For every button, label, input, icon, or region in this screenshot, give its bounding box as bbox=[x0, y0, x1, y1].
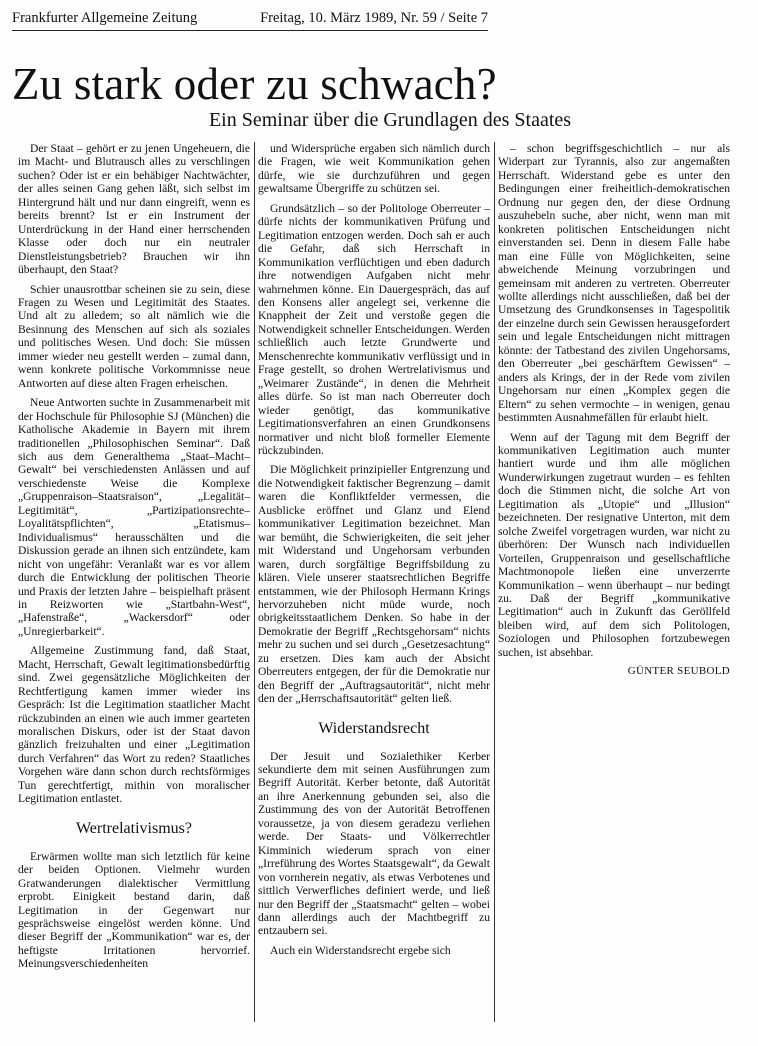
masthead bbox=[12, 8, 488, 31]
column-divider bbox=[494, 142, 495, 1022]
section-heading: Widerstandsrecht bbox=[318, 719, 430, 737]
paragraph: – schon begriffsgeschichtlich – nur als Widerpart zur Tyrannis, also zur angemaßten Herrschaft. Widerstand gebe es unter den Bedingungen einer freiheitlich-demokratischen Ordnung nur gegen den, der diese Ordnung auszuhebeln suche, aber nicht, wenn man mit konkreten politischen Entscheidungen nicht einverstanden sei. Denn in diesem Falle habe man eine Fülle von Möglichkeiten, seine abweichende Meinung vorzubringen und gemeinsam mit anderen zu vertreten. Oberreuter wollte allerdings nicht ausschließen, daß bei der Umsetzung des Grundkonsenses in Tagespolitik der einzelne durch sein Gewissen herausgefordert sein und legale Entscheidungen nicht mittragen könnte: der Tatbestand des zivilen Ungehorsams, den Oberreuter „bei geschärftem Gewissen“ – anders als Krings, der in der Rede vom zivilen Ungehorsam nur einen „Komplex gegen die Eltern“ zu sehen vermochte – in wenigen, genau bestimmten Ausnahmefällen für erlaubt hielt. bbox=[498, 142, 730, 425]
paragraph: Schier unausrottbar scheinen sie zu sein, diese Fragen zu Wesen und Legitimität des Staates. Und alt zu alledem; so alt nämlich wie die Besinnung des Menschen auf sich als soziales und politisches Wesen. Und doch: Sie müssen immer wieder neu gestellt werden – zumal dann, wenn konkrete politische Vorkommnisse neue Antworten auf diese alten Fragen erheischen. bbox=[18, 282, 250, 390]
paragraph: Neue Antworten suchte in Zusammenarbeit mit der Hochschule für Philosophie SJ (München) die Katholische Akademie in Bayern mit ihrem traditionellen „Philosophischen Seminar“. Daß sich aus dem Generalthema „Staat–Macht–Gewalt“ bei verschiedensten Anlässen und auf verschiedenste Weise die Komplexe „Gruppenraison–Staatsraison“, „Legalität–Legitimität“, „Partizipationsrechte–Loyalitätspflichten“, „Etatismus–Individualismus“ herausschälten und die Diskussion gerade an ihnen sich entzündete, kam nicht von ungefähr: Veranlaßt war es vor allem durch die Entwicklung der politischen Theorie und Praxis der letzten Jahre – beispielhaft präsent in Reizworten wie „Startbahn-West“, „Hafenstraße“, „Wackersdorf“ oder „Unregierbarkeit“. bbox=[18, 396, 250, 638]
paragraph: Die Möglichkeit prinzipieller Entgrenzung und die Notwendigkeit faktischer Begrenzung – damit waren die Konfliktfelder vermessen, die Ausblicke eröffnet und Glanz und Elend kommunikativer Legitimation bezeichnet. Man war bemüht, die Schwierigkeiten, die seit jeher mit Widerstand und Ungehorsam verbunden waren, durch sorgfältige Begriffsbildung zu klären. Viele unserer staatsrechtlichen Begriffe entstammen, wie der Philosoph Hermann Krings hervorzuheben nicht müde wurde, noch obrigkeitsstaatlichem Denken. So habe in der Demokratie der Begriff „Rechtsgehorsam“ nichts mehr zu suchen und sei durch „Gesetzesachtung“ zu ersetzen. Dies kam auch der Absicht Oberreuters entgegen, der für die Demokratie nur den Begriff der „Auftragsautorität“, nicht mehr den der „Herrschaftsautorität“ gelten ließ. bbox=[258, 463, 490, 706]
column-divider bbox=[254, 142, 255, 1022]
article-column-3 bbox=[498, 142, 730, 679]
subheadline: Ein Seminar über die Grundlagen des Staates bbox=[208, 109, 572, 131]
paragraph: und Widersprüche ergaben sich nämlich durch die Fragen, wie weit Kommunikation gehen dürfe, wie sie durchzuführen und gegen gewaltsame Übergriffe zu schützen sei. bbox=[258, 142, 490, 196]
paragraph: Auch ein Widerstandsrecht ergebe sich bbox=[270, 943, 451, 957]
paragraph: Allgemeine Zustimmung fand, daß Staat, Macht, Herrschaft, Gewalt legitimationsbedürftig sind. Zwei gegensätzliche Möglichkeiten der Rechtfertigung kamen immer wieder ins Gespräch: Ist die Legitimation staatlicher Macht rückzubinden an einen wie auch immer gearteten moralischen Diskurs, oder ist der Staat davon gänzlich freizuhalten und einer „Legitimation durch Verfahren“ das Wort zu reden? Staatliches Vorgehen wäre dann schon durch rechtsförmiges Tun gerechtfertigt, mithin von moralischer Legitimation entlastet. bbox=[18, 644, 250, 806]
article-column-2 bbox=[258, 142, 490, 963]
author-byline: GÜNTER SEUBOLD bbox=[627, 665, 730, 678]
dateline: Freitag, 10. März 1989, Nr. 59 / Seite 7 bbox=[260, 10, 488, 26]
paragraph: Der Jesuit und Sozialethiker Kerber sekundierte dem mit seinen Ausführungen zum Begriff Autorität. Kerber betonte, daß Autorität an ihre Anerkennung gebunden sei, also die Zustimmung des von der Autorität Betroffenen voraussetze, ja von diesem geradezu verliehen werde. Der Staats- und Völkerrechtler Kimminich wiederum sprach von einer „Irreführung des Wortes Staatsgewalt“, da Gewalt von vornherein negativ, als etwas Verbotenes und sittlich Verwerfliches definiert werde, und ließ nur den Begriff der „Staatsmacht“ gelten – wobei dann allerdings auch der Machtbegriff zu entzaubern sei. bbox=[258, 749, 490, 938]
paragraph: Grundsätzlich – so der Politologe Oberreuter – dürfe nichts der kommunikativen Prüfung und Legitimation entzogen werden. Doch sah er auch die Gefahr, daß sich Herrschaft in Kommunikation verflüchtigen und eben dadurch ihre notwendigen Aufgaben nicht mehr wahrnehmen könne. Ein Dauergespräch, das auf den Konsens aller angelegt sei, verkenne die Knappheit der Zeit und verstoße gegen die Notwendigkeit schneller Entscheidungen. Werden schließlich auch letzte Grundwerte und Menschenrechte kommunikativ verflüssigt und in Frage gestellt, so drohen Wertrelativismus und „Weimarer Zustände“, in denen die Mehrheit alles dürfe. So ist man nach Oberreuter doch wieder genötigt, das kommunikative Legitimationsverfahren an einen Grundkonsens normativer und nicht bloß formeller Elemente rückzubinden. bbox=[258, 201, 490, 457]
article-column-1 bbox=[18, 142, 250, 977]
headline: Zu stark oder zu schwach? bbox=[12, 59, 497, 109]
paragraph: Erwärmen wollte man sich letztlich für keine der beiden Optionen. Vielmehr wurden Gratwanderungen dialektischer Vermittlung erprobt. Einigkeit bestand darin, daß Legitimation in der Gegenwart nur gesprächsweise eingelöst werden könne. Und dieser Begriff der „Kommunikation“ war es, der heftigste Irritationen hervorrief. Meinungsverschiedenheiten bbox=[18, 849, 250, 971]
newspaper-name: Frankfurter Allgemeine Zeitung bbox=[12, 10, 198, 26]
paragraph: Der Staat – gehört er zu jenen Ungeheuern, die im Macht- und Blutrausch alles zu verschlingen suchen? Oder ist er ein behäbiger Nachtwächter, der alles seinen Gang gehen läßt, sich selbst im Hintergrund hält und nur dann eingreift, wenn es bereits brennt? Ist er ein Instrument der Unterdrückung in der Hand einer herrschenden Klasse oder doch nur ein neutraler Dienstleistungsbetrieb? Brauchen wir ihn überhaupt, den Staat? bbox=[18, 142, 250, 277]
section-heading: Wertrelativismus? bbox=[75, 819, 192, 837]
paragraph: Wenn auf der Tagung mit dem Begriff der kommunikativen Legitimation auch munter hantiert wurde und ihm alle möglichen Wunderwirkungen zugetraut wurden – es fehlten doch die Stimmen nicht, die solche Art von Legitimation als „Utopie“ und „Illusion“ bezeichneten. Der resignative Unterton, mit dem solche Zweifel vorgetragen wurden, war nicht zu überhören: Der Wunsch nach individuellen Vorteilen, Gruppenraison und gesellschaftliche Machtmonopole ließen eine unverzerrte Kommunikation – wenn überhaupt – nur bedingt zu. Daß der Begriff „kommunikative Legitimation“ auch in Zukunft das Geröllfeld bleiben wird, auf dem sich Politologen, Soziologen und Philosophen fortzubewegen suchen, ist absehbar. bbox=[498, 430, 730, 659]
